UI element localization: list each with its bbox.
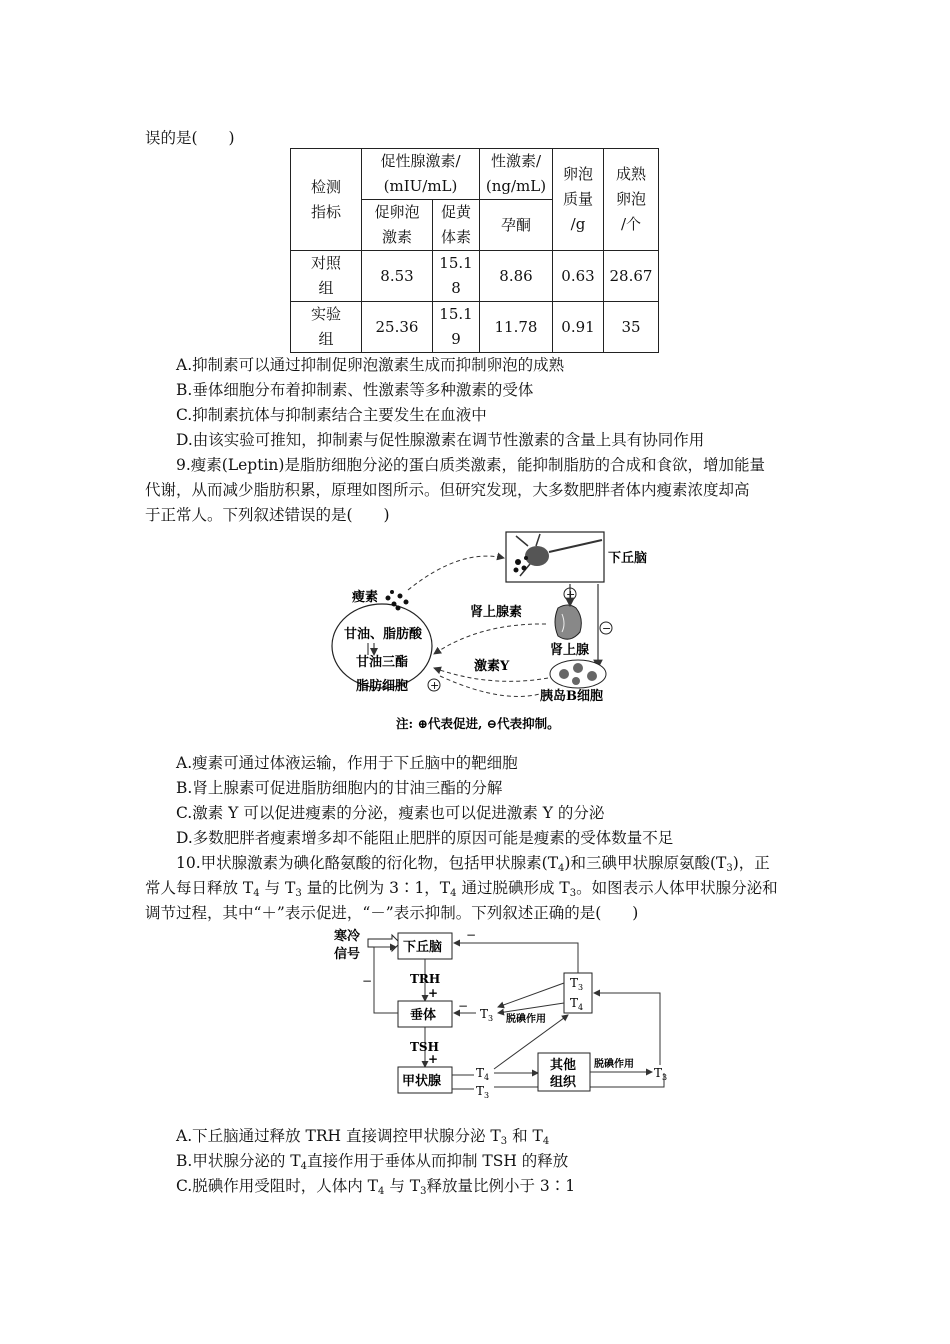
q9-option-a: A.瘦素可通过体液运输，作用于下丘脑中的靶细胞	[176, 754, 518, 772]
t3-out-label: $T_3$	[476, 1084, 490, 1100]
q9-stem-line2: 代谢，从而减少脂肪积累，原理如图所示。但研究发现，大多数肥胖者体内瘦素浓度却高	[145, 481, 750, 499]
deiodination-label-2: 脱碘作用	[594, 1059, 634, 1070]
q10-stem-line2: 常人每日释放 $T_4$ 与 $T_3$ 量的比例为 3∶1，$T_4$ 通过脱碘形成 $T_3$。如图表示人体甲状腺分泌和	[145, 879, 778, 899]
adrenal-icon	[555, 605, 581, 639]
svg-text:+: +	[430, 679, 440, 692]
pituitary-label: 垂体	[410, 1008, 437, 1023]
thyroid-label: 甲状腺	[402, 1074, 442, 1089]
svg-text:+: +	[566, 588, 576, 601]
q10-stem-line1: 10.甲状腺激素为碘化酪氨酸的衍化物，包括甲状腺素$(T_4)$和三碘甲状腺原氨酸$(T_3)$，正	[176, 854, 770, 874]
tsh-label: TSH	[410, 1040, 439, 1054]
question-intro-tail: 误的是( )	[145, 129, 235, 147]
t3-pit-label: $T_3$	[480, 1007, 494, 1023]
hypothalamus-label: 下丘脑	[608, 551, 648, 566]
svg-text:−: −	[602, 622, 612, 635]
other-tissue-label: 其他	[550, 1058, 577, 1073]
q9-stem-line1: 9.瘦素(Leptin)是脂肪细胞分泌的蛋白质类激素，能抑制脂肪的合成和食欲，增加能量	[176, 456, 765, 474]
islet-icon	[550, 660, 606, 688]
q8-option-a: A.抑制素可以通过抑制促卵泡激素生成而抑制卵泡的成熟	[176, 356, 565, 374]
diagram-note: 注: ⊕代表促进, ⊖代表抑制。	[396, 716, 560, 731]
q9-option-d: D.多数肥胖者瘦素增多却不能阻止肥胖的原因可能是瘦素的受体数量不足	[176, 829, 674, 847]
table-header-follicle-mass: 卵泡 质量 /g	[553, 149, 604, 251]
hormone-y-label: 激素Y	[474, 659, 510, 674]
q8-option-d: D.由该实验可推知，抑制素与促性腺激素在调节性激素的含量上具有协同作用	[176, 431, 705, 449]
deiodination-label-1: 脱碘作用	[506, 1014, 546, 1025]
table-row: 实验 组 25.36 15.1 9 11.78 0.91 35	[291, 302, 659, 353]
adrenal-label: 肾上腺	[550, 643, 590, 658]
svg-text:组织: 组织	[550, 1075, 577, 1090]
table-header-gonadotropin: 促性腺激素/ (mIU/mL)	[362, 149, 480, 200]
leptin-label: 瘦素	[352, 590, 379, 605]
glycerol-fatty-acid-label: 甘油、脂肪酸	[344, 627, 423, 642]
hypothalamus-label: 下丘脑	[403, 940, 443, 955]
thyroid-regulation-diagram	[330, 925, 675, 1100]
q9-stem-line3: 于正常人。下列叙述错误的是( )	[145, 506, 390, 524]
table-header-mature-follicles: 成熟 卵泡 /个	[604, 149, 659, 251]
trh-label: TRH	[410, 972, 441, 986]
leptin-diagram	[330, 528, 660, 738]
fat-cell	[332, 604, 432, 688]
cold-signal-label: 寒冷	[334, 929, 361, 944]
table-header-index: 检测 指标	[291, 149, 362, 251]
q10-stem-line3: 调节过程，其中“＋”表示促进，“－”表示抑制。下列叙述正确的是( )	[145, 904, 639, 922]
q10-option-c: C.脱碘作用受阻时，人体内 $T_4$ 与 $T_3$释放量比例小于 3∶1	[176, 1177, 576, 1197]
svg-text:−: −	[458, 999, 469, 1013]
svg-text:+: +	[428, 986, 439, 1000]
table-header-fsh: 促卵泡 激素	[362, 200, 433, 251]
q8-option-b: B.垂体细胞分布着抑制素、性激素等多种激素的受体	[176, 381, 534, 399]
t4-label: $T_4$	[570, 996, 584, 1012]
q10-option-a: A.下丘脑通过释放 TRH 直接调控甲状腺分泌 $T_3$ 和 $T_4$	[176, 1127, 550, 1147]
table-header-progesterone: 孕酮	[480, 200, 553, 251]
fat-cell-label: 脂肪细胞	[356, 679, 409, 694]
svg-text:−: −	[362, 974, 373, 988]
arrow-hollow-icon	[368, 935, 400, 951]
table-row: 对照 组 8.53 15.1 8 8.86 0.63 28.67	[291, 251, 659, 302]
q10-option-b: B.甲状腺分泌的 $T_4$直接作用于垂体从而抑制 TSH 的释放	[176, 1152, 569, 1172]
hormone-data-table	[290, 148, 659, 353]
table-header-lh: 促黄 体素	[433, 200, 480, 251]
islet-b-cell-label: 胰岛B细胞	[540, 689, 603, 704]
q9-option-b: B.肾上腺素可促进脂肪细胞内的甘油三酯的分解	[176, 779, 503, 797]
svg-text:信号: 信号	[334, 947, 361, 962]
q9-option-c: C.激素 Y 可以促进瘦素的分泌，瘦素也可以促进激素 Y 的分泌	[176, 804, 605, 822]
t3-right-label: $T_3$	[654, 1066, 668, 1082]
t3-label: $T_3$	[570, 976, 584, 992]
q8-option-c: C.抑制素抗体与抑制素结合主要发生在血液中	[176, 406, 487, 424]
triglyceride-label: 甘油三酯	[356, 655, 409, 670]
svg-text:+: +	[428, 1052, 439, 1066]
table-header-sex-hormone: 性激素/ (ng/mL)	[480, 149, 553, 200]
t4-out-label: $T_4$	[476, 1066, 490, 1082]
epinephrine-label: 肾上腺素	[470, 605, 523, 620]
svg-text:−: −	[466, 928, 477, 942]
